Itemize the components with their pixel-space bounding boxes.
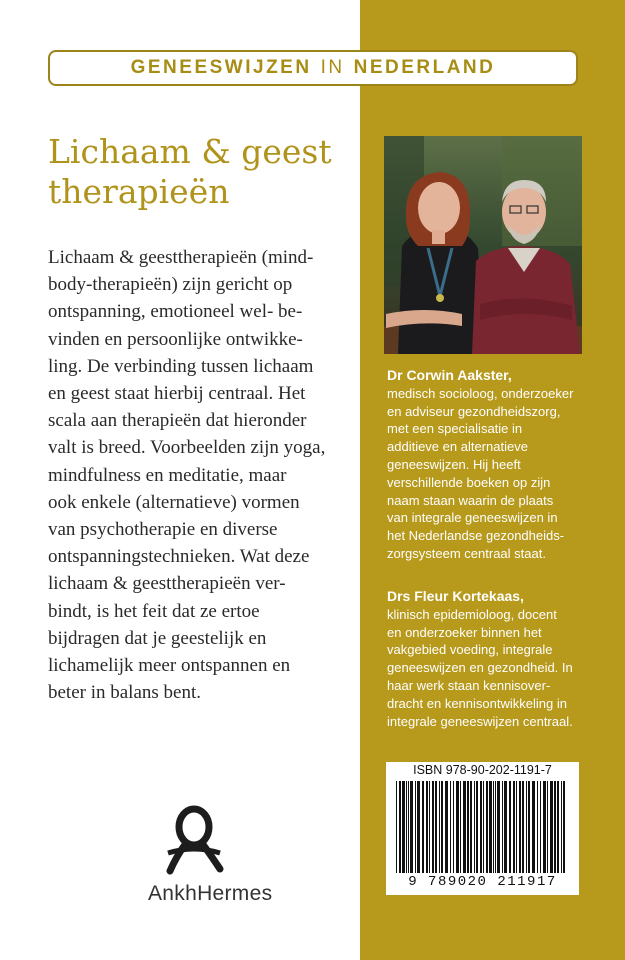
barcode-bar	[532, 781, 535, 873]
author-bio-2	[387, 588, 619, 730]
barcode-bar	[417, 781, 420, 873]
barcode-bar	[486, 781, 488, 873]
barcode-bar	[528, 781, 530, 873]
blurb-line: body-therapieën) zijn gericht op	[48, 274, 293, 296]
blurb-line: mindfulness en meditatie, maar	[48, 464, 287, 486]
series-word-2: IN	[320, 57, 345, 78]
barcode-bar	[554, 781, 556, 873]
isbn-label: ISBN 978-90-202-1191-7	[413, 763, 552, 777]
bio-line: naam staan waarin de plaats	[387, 492, 554, 508]
barcode-bar	[497, 781, 500, 873]
blurb-line: lichaam & geesttherapieën ver-	[48, 573, 286, 595]
blurb-line: ling. De verbinding tussen lichaam	[48, 355, 314, 377]
barcode-bar	[406, 781, 407, 873]
bio-line: additieve en alternatieve	[387, 439, 528, 455]
author-name-1: Dr Corwin Aakster,	[387, 367, 512, 383]
barcode-bar	[537, 781, 538, 873]
barcode-bar	[396, 781, 397, 873]
bio-line: dracht en kennisontwikkeling in	[387, 695, 567, 711]
isbn-barcode	[386, 762, 579, 895]
blurb-line: bijdragen dat je geestelijk en	[48, 627, 267, 649]
blurb-line: lichamelijk meer ontspannen en	[48, 655, 291, 677]
barcode-bar	[526, 781, 527, 873]
blurb-line: ontspanning, emotioneel wel- be-	[48, 301, 303, 323]
bio-line: vakgebied voeding, integrale	[387, 642, 553, 658]
blurb-line: vinden en persoonlijke ontwikke-	[48, 328, 303, 350]
bio-line: geneeswijzen. Hij heeft	[387, 456, 521, 472]
bio-line: en onderzoeker binnen het	[387, 624, 542, 640]
barcode-bar	[456, 781, 459, 873]
barcode-bar	[513, 781, 515, 873]
barcode-bar	[563, 781, 565, 873]
bio-line: haar werk staan kennisover-	[387, 677, 551, 693]
book-title-line-1: Lichaam & geest	[48, 132, 332, 171]
author-bio-1	[387, 367, 619, 563]
barcode-bar	[550, 781, 553, 873]
barcode-bar	[432, 781, 434, 873]
barcode-bar	[476, 781, 478, 873]
bio-line: verschillende boeken op zijn	[387, 474, 551, 490]
ankhhermes-logo-icon	[164, 805, 224, 875]
barcode-bar	[480, 781, 482, 873]
barcode-bar	[561, 781, 562, 873]
barcode-bar	[516, 781, 517, 873]
book-title-line-2: therapieën	[48, 172, 230, 211]
barcode-bar	[489, 781, 492, 873]
barcode-bar	[422, 781, 424, 873]
barcode-bar	[429, 781, 430, 873]
barcode-bar	[426, 781, 428, 873]
blurb-line: ontspanningstechnieken. Wat deze	[48, 546, 310, 568]
blurb-line: en geest staat hierbij centraal. Het	[48, 383, 306, 405]
blurb-line: Lichaam & geesttherapieën (mind-	[48, 247, 314, 268]
barcode-bar	[453, 781, 454, 873]
author-photo	[384, 136, 582, 354]
blurb-line: beter in balans bent.	[48, 682, 202, 704]
blurb-line: van psychotherapie en diverse	[48, 519, 278, 541]
barcode-bar	[495, 781, 496, 873]
barcode-bar	[415, 781, 416, 873]
book-title	[48, 132, 353, 212]
blurb-line: valt is breed. Voorbeelden zijn yoga,	[48, 437, 326, 459]
bio-line: zorgsysteem centraal staat.	[387, 545, 546, 561]
barcode-bar	[402, 781, 405, 873]
barcode-bar	[509, 781, 511, 873]
bio-line: medisch socioloog, onderzoeker	[387, 385, 574, 401]
bio-line: van integrale geneeswijzen in	[387, 510, 558, 526]
barcode-bar	[522, 781, 524, 873]
blurb-line: bindt, is het feit dat ze ertoe	[48, 600, 260, 622]
barcode-bar	[493, 781, 494, 873]
bio-line: integrale geneeswijzen centraal.	[387, 713, 573, 729]
barcode-bar	[445, 781, 448, 873]
blurb-line: ook enkele (alternatieve) vormen	[48, 491, 300, 513]
barcode-bar	[467, 781, 469, 873]
barcode-bar	[399, 781, 401, 873]
barcode-bar	[547, 781, 548, 873]
blurb-line: scala aan therapieën dat hieronder	[48, 410, 307, 432]
barcode-bar	[557, 781, 559, 873]
author-name-2: Drs Fleur Kortekaas,	[387, 588, 524, 604]
series-banner	[48, 50, 578, 86]
bio-line: klinisch epidemioloog, docent	[387, 606, 557, 622]
barcode-bar	[504, 781, 507, 873]
barcode-bar	[408, 781, 409, 873]
barcode-bar	[540, 781, 541, 873]
bio-line: en adviseur gezondheidszorg,	[387, 403, 561, 419]
barcode-bar	[483, 781, 484, 873]
blurb-text	[48, 244, 360, 706]
barcode-bar	[441, 781, 443, 873]
series-word-3: NEDERLAND	[353, 57, 496, 78]
barcode-bars	[396, 781, 569, 873]
bio-line: het Nederlandse gezondheids-	[387, 528, 565, 544]
barcode-bar	[410, 781, 413, 873]
barcode-digits: 9 789020 211917	[408, 874, 557, 890]
barcode-bar	[502, 781, 503, 873]
barcode-bar	[543, 781, 546, 873]
bio-line: geneeswijzen en gezondheid. In	[387, 660, 573, 676]
bio-line: met een specialisatie in	[387, 421, 523, 437]
barcode-bar	[519, 781, 521, 873]
publisher-name: AnkhHermes	[148, 882, 273, 905]
barcode-bar	[470, 781, 472, 873]
barcode-bar	[463, 781, 466, 873]
barcode-bar	[450, 781, 451, 873]
barcode-bar	[460, 781, 461, 873]
barcode-bar	[439, 781, 440, 873]
series-word-1: GENEESWIJZEN	[130, 57, 312, 78]
barcode-bar	[474, 781, 475, 873]
barcode-bar	[435, 781, 437, 873]
